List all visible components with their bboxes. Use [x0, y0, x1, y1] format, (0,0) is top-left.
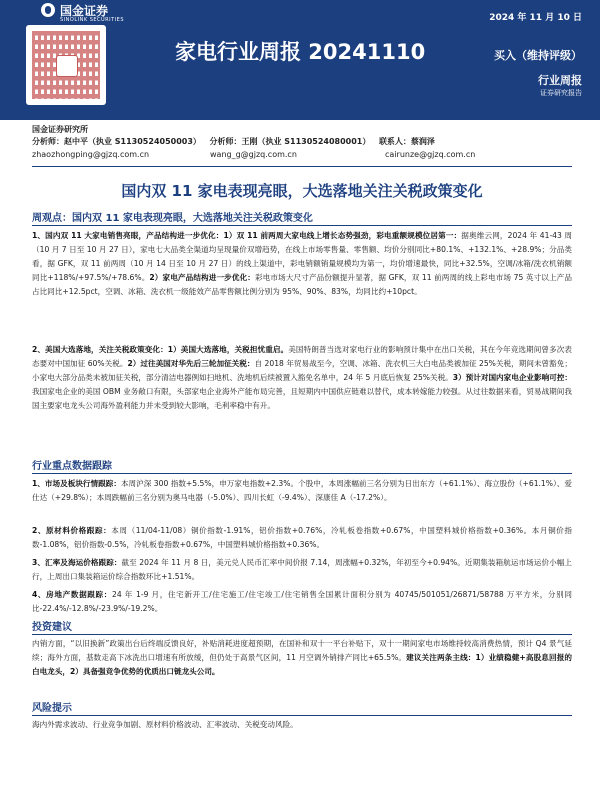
contact-person: 联系人：蔡润泽	[378, 137, 435, 146]
section-weekly-view-rule	[32, 225, 572, 226]
paragraph-investment-text: 内销方面，“以旧换新”政策出台后终端反馈良好，补贴消耗进度超预期，在国补和双十一平台补贴下，双十一期间家电市场维持较高消费热情，预计 Q4 景气延续；海外方面，基数走高下冰洗出口增速有所放缓，但仍处于高景气区间，11 月空调外销排产同比+65.5%。	[32, 639, 572, 662]
section-data-tracking-heading: 行业重点数据跟踪	[32, 461, 112, 472]
paragraph-real-estate	[32, 588, 572, 616]
paragraph-raw-material-text: 本周（11/04-11/08）铜价指数-1.91%，铝价指数+0.76%，冷轧板卷指数+0.67%，中国塑料城价格指数+0.36%。本月铜价指数-1.08%，铝价指数-0.5%，冷轧板卷指数+0.67%，中国塑料城价格指数+0.36%。	[32, 526, 572, 549]
paragraph-real-estate-bold: 4、房地产数据跟踪：	[32, 590, 113, 599]
section-risk-heading: 风险提示	[32, 703, 72, 714]
sinolink-logo-icon	[41, 3, 55, 17]
paragraph-us-election-bold: 2、美国大选落地，关注关税政策变化：1）美国大选落地，关税担忧重启。	[32, 345, 289, 354]
paragraph-domestic-sales-bold: 1、国内双 11 大家电销售亮眼，产品结构进一步优化：1）双 11 前两周大家电线上增长态势强劲，彩电重额规模位居第一：	[32, 231, 462, 240]
qr-code-center-logo	[56, 55, 78, 77]
report-subtype-label: 证券研究报告	[540, 89, 582, 97]
section-investment-heading: 投资建议	[32, 622, 72, 633]
main-title: 国内双 11 家电表现亮眼，大选落地关注关税政策变化	[121, 182, 483, 200]
section-weekly-view-heading: 周观点：国内双 11 家电表现亮眼，大选落地关注关税政策变化	[32, 213, 313, 224]
paragraph-fx-shipping-bold: 3、汇率及海运价格跟踪：	[32, 558, 122, 567]
analyst-1: 分析师：赵中平（执业 S1130524050003）	[32, 137, 201, 146]
paragraph-structure-text: 彩电市场大尺寸产品份额提升显著，据 GFK，双 11 前两周的线上彩电市场 75 英寸以上产品占比同比+12.5pct，空调、冰箱、洗衣机一级能效产品零售额比例分别为 95%、90%、83%，均同比约+10pct。	[32, 273, 572, 296]
analyst-2: 分析师：王刚（执业 S1130524080001）	[209, 137, 371, 146]
paragraph-domestic-sales	[32, 229, 572, 299]
paragraph-risk	[32, 718, 572, 732]
paragraph-tariff-history-bold: 2）过往美国对华先后三轮加征关税：	[127, 359, 255, 368]
paragraph-raw-material	[32, 524, 572, 552]
paragraph-structure-bold: 2）家电产品结构进一步优化：	[149, 273, 256, 282]
email-3[interactable]: cairunze@gjzq.com.cn	[385, 150, 476, 159]
paragraph-impact-text: 我国家电企业的美国 OBM 业务敞口有限，头部家电企业海外产能布局完善，且短期内中国供应链难以替代，成本转嫁能力较强。从过往数据来看，贸易战期间我国主要家电龙头公司海外盈利能力并未受到较大影响，毛利率稳中有升。	[32, 387, 572, 410]
paragraph-real-estate-text: 24 年 1-9 月，住宅新开工/住宅施工/住宅竣工/住宅销售全国累计面积分别为 40745/501051/26871/58788 万平方米，分别同比-22.4%/-12.8%/-23.9%/-19.2%。	[32, 590, 572, 613]
paragraph-domestic-sales-text: 据奥维云网，2024 年 41-43 周（10 月 7 日至 10 月 27 日），家电七大品类全渠道均呈现量价双增趋势，在线上市场零售量、零售额、均价分别同比+80.1%、+132.1%、+28.9%；分品类看，据 GFK，双 11 前两周（10 月 14 日至 10 月 27 日）的线上渠道中，彩电销额销量规模均为第一，均价增速最快，同比+32.5%，空调/冰箱/洗衣机销额同比+118%/+97.5%/+78.6%。	[32, 231, 572, 282]
paragraph-market-tracking	[32, 477, 572, 505]
paragraph-impact-bold: 3）预计对国内家电企业影响可控：	[452, 373, 572, 382]
paragraph-tariff-history-text: 自 2018 年贸易战至今，空调、冰箱、洗衣机三大白电品类被加征 25%关税，期间未曾豁免；小家电大部分品类未被加征关税，部分清洁电器例如扫地机、洗地机后续被置入豁免名单中，24 年 5 月底后恢复 25%关税。	[32, 359, 572, 382]
report-title: 家电行业周报 20241110	[175, 40, 426, 64]
qr-code-image	[26, 25, 106, 105]
report-type-label: 行业周报	[538, 74, 582, 87]
logo-chinese-name: 国金证券	[60, 4, 109, 18]
paragraph-fx-shipping	[32, 556, 572, 584]
paragraph-market-tracking-text: 本周沪深 300 指数+5.5%，申万家电指数+2.3%。个股中，本周涨幅前三名分别为日出东方（+61.1%）、海立股份（+61.1%）、爱仕达（+29.8%）；本周跌幅前三名分别为奥马电器（-5.0%）、四川长虹（-9.4%）、深康佳 A（-17.2%）。	[32, 479, 572, 502]
paragraph-investment	[32, 637, 572, 679]
section-data-tracking-rule	[32, 473, 572, 474]
rating-label: 买入（维持评级）	[494, 49, 582, 62]
paragraph-raw-material-bold: 2、原材料价格跟踪：	[32, 526, 112, 535]
report-header	[0, 0, 600, 120]
institute-name: 国金证券研究所	[32, 125, 88, 134]
analyst-line	[32, 136, 572, 147]
section-risk-rule	[32, 715, 572, 716]
logo-english-name: SINOLINK SECURITIES	[60, 17, 124, 23]
section-investment-rule	[32, 634, 572, 635]
email-2[interactable]: wang_g@gjzq.com.cn	[210, 150, 297, 159]
paragraph-fx-shipping-text: 截至 2024 年 11 月 8 日，美元兑人民币汇率中间价报 7.14，周涨幅+0.32%，年初至今+0.94%。近期集装箱航运市场运价小幅上行，上周出口集装箱运价综合指数环比+1.51%。	[32, 558, 572, 581]
email-1[interactable]: zhaozhongping@gjzq.com.cn	[32, 150, 150, 159]
header-divider	[32, 166, 572, 167]
paragraph-risk-text: 海内外需求波动、行业竞争加剧、原材料价格波动、汇率波动、关税变动风险。	[32, 720, 298, 729]
paragraph-investment-bold: 建议关注两条主线：1）业绩稳健+高股息回报的白电龙头，2）具备强竞争优势的优质出口链龙头公司。	[32, 653, 572, 676]
paragraph-us-election-text: 美国特朗普当选对家电行业的影响预计集中在出口关税，其在今年竞选期间曾多次表态要对中国加征 60%关税。	[32, 345, 572, 368]
report-date: 2024 年 11 月 10 日	[489, 13, 582, 23]
paragraph-market-tracking-bold: 1、市场及板块行情跟踪：	[32, 479, 121, 488]
paragraph-us-election	[32, 343, 572, 413]
